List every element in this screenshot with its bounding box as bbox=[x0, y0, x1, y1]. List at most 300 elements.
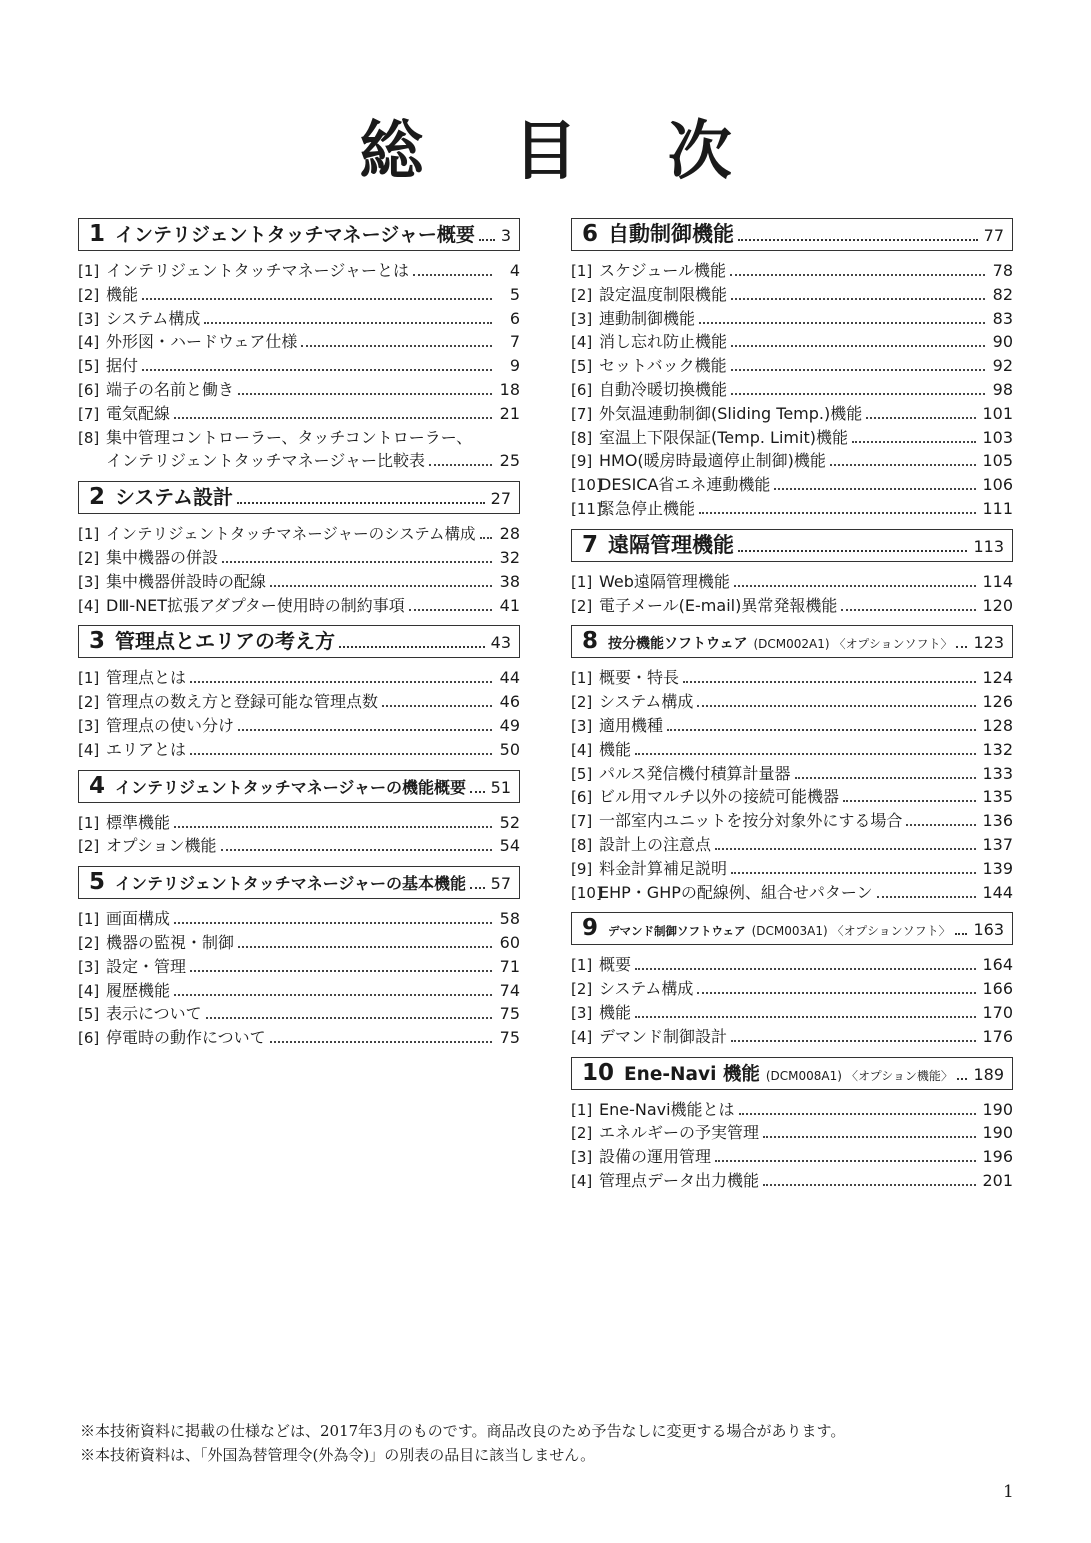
entry-title: 機器の監視・制御 bbox=[106, 932, 235, 952]
dot-leader bbox=[237, 502, 485, 504]
section-page: 3 bbox=[500, 226, 511, 245]
section-header[interactable] bbox=[78, 625, 520, 658]
section-title: インテリジェントタッチマネージャーの基本機能 bbox=[115, 874, 467, 894]
entry-title: HMO(暖房時最適停止制御)機能 bbox=[599, 451, 826, 471]
section-code: (DCM008A1) bbox=[765, 1068, 842, 1083]
dot-leader bbox=[382, 705, 492, 707]
toc-entry[interactable] bbox=[571, 1121, 1013, 1145]
toc-entry[interactable] bbox=[571, 354, 1013, 378]
entry-index: [1] bbox=[571, 572, 593, 591]
entry-title: インテリジェントタッチマネージャーとは bbox=[106, 261, 410, 280]
section-number: 4 bbox=[89, 772, 106, 799]
entry-index: [4] bbox=[571, 333, 593, 352]
dot-leader bbox=[699, 512, 976, 514]
entry-index: [3] bbox=[78, 957, 100, 976]
entry-index: [4] bbox=[78, 333, 100, 352]
entry-page: 18 bbox=[499, 379, 520, 399]
dot-leader bbox=[238, 393, 492, 395]
entry-title: 設備の運用管理 bbox=[599, 1147, 712, 1167]
entry-title: 停電時の動作について bbox=[106, 1028, 266, 1048]
entry-index: [2] bbox=[78, 548, 100, 567]
entry-page: 78 bbox=[992, 261, 1013, 280]
entry-index: [1] bbox=[78, 910, 100, 929]
dot-leader bbox=[238, 946, 492, 948]
toc-section bbox=[78, 481, 520, 617]
toc-entry[interactable] bbox=[571, 666, 1013, 690]
toc-section bbox=[571, 1057, 1013, 1193]
section-header[interactable] bbox=[78, 218, 520, 251]
section-header[interactable] bbox=[571, 912, 1013, 945]
entry-page: 170 bbox=[982, 1002, 1013, 1022]
toc-entry[interactable] bbox=[78, 307, 520, 331]
toc-entry[interactable] bbox=[78, 1002, 520, 1026]
entry-index: [4] bbox=[571, 1171, 593, 1190]
section-title: 管理点とエリアの考え方 bbox=[115, 629, 336, 654]
section-note: 〈オプションソフト〉 bbox=[831, 924, 951, 939]
dot-leader bbox=[731, 872, 976, 874]
entry-index: [3] bbox=[78, 572, 100, 591]
entry-index: [1] bbox=[571, 669, 593, 688]
toc-entry[interactable] bbox=[78, 714, 520, 738]
toc-entry[interactable] bbox=[571, 594, 1013, 618]
entry-title: デマンド制御設計 bbox=[599, 1026, 728, 1046]
section-number: 9 bbox=[582, 915, 599, 942]
entry-page: 136 bbox=[982, 811, 1013, 831]
dot-leader bbox=[142, 369, 492, 371]
entry-list bbox=[78, 666, 520, 761]
dot-leader bbox=[190, 753, 492, 755]
entry-page: 41 bbox=[499, 595, 520, 615]
section-number: 1 bbox=[89, 221, 106, 247]
section-title: インテリジェントタッチマネージャー概要 bbox=[115, 224, 475, 246]
toc-section bbox=[78, 218, 520, 473]
toc-entry[interactable] bbox=[571, 497, 1013, 521]
entry-page: 49 bbox=[499, 715, 520, 735]
entry-index: [5] bbox=[78, 1005, 100, 1024]
toc-entry[interactable] bbox=[571, 785, 1013, 809]
entry-title: 一部室内ユニットを按分対象外にする場合 bbox=[599, 811, 903, 831]
toc-entry[interactable] bbox=[571, 738, 1013, 762]
section-title: Ene-Navi 機能 bbox=[624, 1063, 760, 1085]
entry-title: Ene-Navi機能とは bbox=[599, 1099, 735, 1119]
dot-leader bbox=[480, 537, 492, 539]
dot-leader bbox=[715, 848, 976, 850]
toc-entry[interactable] bbox=[571, 690, 1013, 714]
entry-index: [1] bbox=[571, 956, 593, 975]
toc-entry[interactable] bbox=[571, 283, 1013, 307]
toc-entry[interactable] bbox=[78, 570, 520, 594]
entry-index: [9] bbox=[571, 859, 593, 878]
entry-index: [2] bbox=[571, 1124, 593, 1143]
toc-entry[interactable] bbox=[571, 1098, 1013, 1122]
toc-entry[interactable] bbox=[571, 259, 1013, 283]
toc-entry[interactable] bbox=[78, 1026, 520, 1050]
section-number: 7 bbox=[582, 531, 599, 558]
section-header[interactable] bbox=[78, 866, 520, 899]
toc-entry[interactable] bbox=[571, 426, 1013, 450]
entry-list bbox=[78, 811, 520, 859]
entry-page: 176 bbox=[982, 1026, 1013, 1046]
toc-entry[interactable] bbox=[78, 955, 520, 979]
entry-title: 表示について bbox=[106, 1004, 202, 1024]
toc-entry[interactable] bbox=[571, 378, 1013, 402]
toc-entry[interactable] bbox=[571, 714, 1013, 738]
entry-page: 135 bbox=[982, 787, 1013, 807]
dot-leader bbox=[956, 646, 967, 648]
section-page: 189 bbox=[973, 1064, 1004, 1084]
entry-index: [8] bbox=[571, 428, 593, 447]
section-header[interactable] bbox=[78, 770, 520, 803]
toc-entry[interactable] bbox=[78, 283, 520, 307]
entry-page: 164 bbox=[982, 955, 1013, 975]
entry-page: 120 bbox=[982, 595, 1013, 615]
dot-leader bbox=[174, 826, 492, 828]
entry-index: [2] bbox=[571, 980, 593, 999]
entry-list bbox=[571, 570, 1013, 618]
entry-page: 190 bbox=[982, 1099, 1013, 1119]
dot-leader bbox=[843, 800, 976, 802]
footnote: ※本技術資料は、「外国為替管理令(外為令)」の別表の品目に該当しません。 bbox=[80, 1446, 596, 1464]
entry-title: インテリジェントタッチマネージャーのシステム構成 bbox=[106, 525, 476, 544]
entry-title: 機能 bbox=[106, 284, 139, 304]
entry-title: 標準機能 bbox=[106, 812, 171, 832]
section-title: インテリジェントタッチマネージャーの機能概要 bbox=[115, 777, 467, 797]
entry-title: 管理点の数え方と登録可能な管理点数 bbox=[106, 692, 379, 712]
entry-list bbox=[78, 907, 520, 1050]
toc-entry[interactable] bbox=[78, 690, 520, 714]
entry-index: [4] bbox=[571, 1027, 593, 1046]
dot-leader bbox=[852, 441, 976, 443]
entry-index: [7] bbox=[571, 812, 593, 831]
entry-title: Web遠隔管理機能 bbox=[599, 571, 730, 591]
toc-entry[interactable] bbox=[78, 330, 520, 354]
dot-leader bbox=[142, 298, 492, 300]
entry-page: 25 bbox=[499, 451, 520, 471]
entry-index: [2] bbox=[78, 285, 100, 304]
toc-section bbox=[571, 625, 1013, 904]
entry-title: EHP・GHPの配線例、組合せパターン bbox=[599, 882, 873, 902]
section-number: 10 bbox=[582, 1059, 615, 1086]
entry-page: 133 bbox=[982, 763, 1013, 783]
entry-page: 103 bbox=[982, 427, 1013, 447]
entry-index: [4] bbox=[78, 596, 100, 615]
entry-index: [2] bbox=[571, 693, 593, 712]
entry-index: [1] bbox=[78, 813, 100, 832]
toc-section bbox=[571, 218, 1013, 521]
entry-index: [1] bbox=[78, 669, 100, 688]
entry-page: 6 bbox=[509, 308, 520, 328]
section-title: 自動制御機能 bbox=[608, 222, 735, 246]
dot-leader bbox=[699, 322, 985, 324]
dot-leader bbox=[270, 585, 492, 587]
entry-title: 設定・管理 bbox=[106, 956, 187, 976]
dot-leader bbox=[301, 345, 492, 347]
entry-title: 外気温連動制御(Sliding Temp.)機能 bbox=[599, 403, 863, 423]
entry-page: 44 bbox=[499, 668, 520, 688]
dot-leader bbox=[877, 896, 977, 898]
entry-page: 5 bbox=[509, 284, 520, 304]
dot-leader bbox=[635, 753, 976, 755]
entry-title: DⅢ-NET拡張アダプター使用時の制約事項 bbox=[106, 595, 405, 615]
section-page: 43 bbox=[490, 633, 511, 653]
entry-index: [8] bbox=[571, 835, 593, 854]
entry-title: 外形図・ハードウェア仕様 bbox=[106, 332, 298, 352]
toc-entry[interactable] bbox=[571, 473, 1013, 497]
entry-page: 58 bbox=[499, 909, 520, 929]
entry-list bbox=[78, 259, 520, 473]
toc-entry[interactable] bbox=[78, 354, 520, 378]
entry-page: 92 bbox=[992, 356, 1013, 376]
toc-entry[interactable] bbox=[571, 402, 1013, 426]
toc-entry[interactable] bbox=[571, 833, 1013, 857]
section-number: 3 bbox=[89, 628, 106, 655]
entry-title: スケジュール機能 bbox=[599, 261, 727, 280]
entry-page: 124 bbox=[982, 668, 1013, 688]
entry-title: 機能 bbox=[599, 1002, 632, 1022]
entry-page: 7 bbox=[509, 332, 520, 352]
section-code: (DCM003A1) bbox=[751, 924, 828, 939]
dot-leader bbox=[906, 824, 976, 826]
dot-leader bbox=[866, 417, 976, 419]
entry-title: 概要・特長 bbox=[599, 668, 680, 688]
entry-page: 9 bbox=[509, 356, 520, 376]
dot-leader bbox=[731, 1040, 976, 1042]
toc-entry[interactable] bbox=[78, 546, 520, 570]
entry-index: [3] bbox=[571, 1003, 593, 1022]
toc-entry[interactable] bbox=[571, 857, 1013, 881]
dot-leader bbox=[731, 345, 985, 347]
section-page: 57 bbox=[490, 874, 511, 894]
toc-entry[interactable] bbox=[78, 426, 520, 450]
entry-page: 139 bbox=[982, 858, 1013, 878]
entry-page: 101 bbox=[982, 403, 1013, 423]
entry-page: 114 bbox=[982, 571, 1013, 591]
entry-page: 105 bbox=[982, 451, 1013, 471]
toc-entry[interactable] bbox=[78, 402, 520, 426]
toc-left-column bbox=[78, 218, 520, 1058]
toc-entry[interactable] bbox=[571, 449, 1013, 473]
entry-title: パルス発信機付積算計量器 bbox=[599, 763, 791, 783]
toc-section bbox=[78, 866, 520, 1050]
toc-entry[interactable] bbox=[78, 594, 520, 618]
page-number: 1 bbox=[1003, 1482, 1014, 1502]
section-header[interactable] bbox=[571, 218, 1013, 251]
dot-leader bbox=[739, 1113, 977, 1115]
dot-leader bbox=[795, 777, 977, 779]
footnote: ※本技術資料に掲載の仕様などは、2017年3月のものです。商品改良のため予告なしに変更する場合があります。 bbox=[80, 1422, 846, 1440]
entry-title: 連動制御機能 bbox=[599, 308, 696, 328]
section-page: 163 bbox=[973, 920, 1004, 940]
entry-index: [10] bbox=[571, 476, 602, 495]
entry-list bbox=[571, 1098, 1013, 1193]
toc-entry[interactable] bbox=[571, 570, 1013, 594]
section-header[interactable] bbox=[571, 625, 1013, 658]
dot-leader bbox=[190, 681, 492, 683]
entry-title: システム構成 bbox=[106, 308, 201, 328]
entry-page: 4 bbox=[509, 261, 520, 280]
toc-section bbox=[78, 625, 520, 761]
section-number: 6 bbox=[582, 221, 599, 247]
entry-title: 消し忘れ防止機能 bbox=[599, 332, 728, 352]
entry-index: [9] bbox=[571, 452, 593, 471]
toc-entry[interactable] bbox=[571, 881, 1013, 905]
entry-index: [11] bbox=[571, 499, 602, 518]
toc-entry[interactable] bbox=[78, 666, 520, 690]
entry-index: [5] bbox=[571, 764, 593, 783]
dot-leader bbox=[413, 274, 492, 276]
entry-title: エネルギーの予実管理 bbox=[599, 1123, 760, 1143]
entry-list bbox=[571, 259, 1013, 521]
entry-title: 管理点データ出力機能 bbox=[599, 1170, 760, 1190]
section-page: 51 bbox=[490, 777, 511, 797]
toc-entry[interactable] bbox=[78, 259, 520, 283]
section-title: 遠隔管理機能 bbox=[608, 532, 735, 557]
entry-title: 料金計算補足説明 bbox=[599, 858, 728, 878]
dot-leader bbox=[774, 488, 976, 490]
entry-title: オプション機能 bbox=[106, 836, 217, 856]
entry-page: 54 bbox=[499, 836, 520, 856]
entry-index: [2] bbox=[78, 693, 100, 712]
toc-entry[interactable] bbox=[571, 809, 1013, 833]
entry-page: 50 bbox=[499, 739, 520, 759]
section-page: 77 bbox=[983, 226, 1004, 245]
entry-index: [8] bbox=[78, 428, 100, 447]
dot-leader bbox=[174, 922, 492, 924]
section-title: システム設計 bbox=[115, 485, 234, 510]
entry-title: 集中管理コントローラー、タッチコントローラー、 bbox=[106, 427, 473, 447]
dot-leader bbox=[635, 968, 976, 970]
dot-leader bbox=[222, 561, 492, 563]
entry-index: [1] bbox=[78, 525, 100, 544]
toc-entry[interactable] bbox=[571, 1001, 1013, 1025]
entry-title: 機能 bbox=[599, 739, 632, 759]
toc-entry[interactable] bbox=[571, 977, 1013, 1001]
entry-title: 電子メール(E-mail)異常発報機能 bbox=[599, 595, 838, 615]
entry-title: インテリジェントタッチマネージャー比較表 bbox=[106, 451, 426, 471]
entry-page: 52 bbox=[499, 812, 520, 832]
entry-title: 概要 bbox=[599, 955, 632, 975]
entry-index: [2] bbox=[78, 837, 100, 856]
section-number: 5 bbox=[89, 869, 106, 896]
entry-title: ビル用マルチ以外の接続可能機器 bbox=[599, 787, 840, 807]
entry-title: 管理点とは bbox=[106, 668, 187, 688]
toc-entry[interactable] bbox=[571, 1145, 1013, 1169]
section-header[interactable] bbox=[571, 529, 1013, 562]
section-note: 〈オプション機能〉 bbox=[845, 1068, 953, 1083]
dot-leader bbox=[221, 849, 492, 851]
entry-page: 196 bbox=[982, 1147, 1013, 1167]
dot-leader bbox=[409, 609, 492, 611]
entry-index: [7] bbox=[571, 404, 593, 423]
entry-page: 75 bbox=[499, 1028, 520, 1048]
entry-index: [5] bbox=[571, 357, 593, 376]
entry-index: [4] bbox=[571, 740, 593, 759]
entry-page: 137 bbox=[982, 834, 1013, 854]
dot-leader bbox=[731, 298, 985, 300]
dot-leader bbox=[667, 729, 976, 731]
entry-title: DESICA省エネ連動機能 bbox=[599, 475, 771, 495]
toc-entry[interactable] bbox=[78, 522, 520, 546]
toc-entry[interactable] bbox=[78, 834, 520, 858]
footnotes bbox=[80, 1419, 1020, 1467]
entry-index: [6] bbox=[78, 1029, 100, 1048]
entry-page: 132 bbox=[982, 739, 1013, 759]
dot-leader bbox=[957, 1078, 968, 1080]
entry-page: 128 bbox=[982, 715, 1013, 735]
section-header[interactable] bbox=[78, 481, 520, 514]
entry-index: [1] bbox=[571, 1100, 593, 1119]
entry-index: [6] bbox=[571, 788, 593, 807]
page-title: 総 目 次 bbox=[359, 115, 766, 189]
entry-index: [7] bbox=[78, 404, 100, 423]
entry-page: 60 bbox=[499, 932, 520, 952]
entry-title: 端子の名前と働き bbox=[106, 379, 235, 399]
toc-entry[interactable] bbox=[78, 931, 520, 955]
entry-list bbox=[571, 953, 1013, 1048]
toc-entry[interactable] bbox=[78, 811, 520, 835]
entry-page: 166 bbox=[982, 979, 1013, 999]
toc-entry[interactable] bbox=[571, 953, 1013, 977]
toc-entry[interactable] bbox=[78, 979, 520, 1003]
toc-section bbox=[78, 770, 520, 859]
entry-title: 設計上の注意点 bbox=[599, 834, 712, 854]
entry-title: 電気配線 bbox=[106, 403, 171, 423]
entry-index: [3] bbox=[78, 309, 100, 328]
dot-leader bbox=[470, 791, 485, 793]
entry-index: [4] bbox=[78, 981, 100, 1000]
dot-leader bbox=[270, 1041, 492, 1043]
entry-page: 21 bbox=[499, 403, 520, 423]
entry-page: 71 bbox=[499, 956, 520, 976]
entry-title: 設定温度制限機能 bbox=[599, 284, 728, 304]
entry-index: [6] bbox=[78, 380, 100, 399]
dot-leader bbox=[841, 609, 976, 611]
entry-index: [6] bbox=[571, 380, 593, 399]
dot-leader bbox=[174, 417, 492, 419]
entry-index: [2] bbox=[571, 596, 593, 615]
entry-title: 画面構成 bbox=[106, 909, 171, 929]
dot-leader bbox=[738, 239, 978, 241]
section-number: 8 bbox=[582, 628, 599, 655]
entry-page: 38 bbox=[499, 571, 520, 591]
toc-entry[interactable] bbox=[78, 449, 520, 473]
entry-title: 据付 bbox=[106, 356, 139, 376]
toc-section bbox=[571, 912, 1013, 1048]
toc-entry[interactable] bbox=[78, 378, 520, 402]
toc-entry[interactable] bbox=[571, 1169, 1013, 1193]
section-header[interactable] bbox=[571, 1057, 1013, 1090]
entry-list bbox=[571, 666, 1013, 904]
entry-page: 28 bbox=[499, 524, 520, 544]
entry-title: 集中機器の併設 bbox=[106, 547, 219, 567]
toc-entry[interactable] bbox=[571, 1025, 1013, 1049]
toc-entry[interactable] bbox=[571, 330, 1013, 354]
entry-page: 190 bbox=[982, 1123, 1013, 1143]
toc-entry[interactable] bbox=[78, 907, 520, 931]
entry-page: 144 bbox=[982, 882, 1013, 902]
entry-page: 75 bbox=[499, 1004, 520, 1024]
entry-index: [3] bbox=[571, 1148, 593, 1167]
entry-title: 自動冷暖切換機能 bbox=[599, 379, 728, 399]
section-title: 按分機能ソフトウェア bbox=[608, 636, 748, 653]
section-page: 113 bbox=[973, 536, 1004, 556]
entry-page: 90 bbox=[992, 332, 1013, 352]
toc-entry[interactable] bbox=[571, 307, 1013, 331]
toc-entry[interactable] bbox=[571, 762, 1013, 786]
section-page: 27 bbox=[490, 489, 511, 509]
entry-index: [3] bbox=[571, 309, 593, 328]
toc-entry[interactable] bbox=[78, 738, 520, 762]
